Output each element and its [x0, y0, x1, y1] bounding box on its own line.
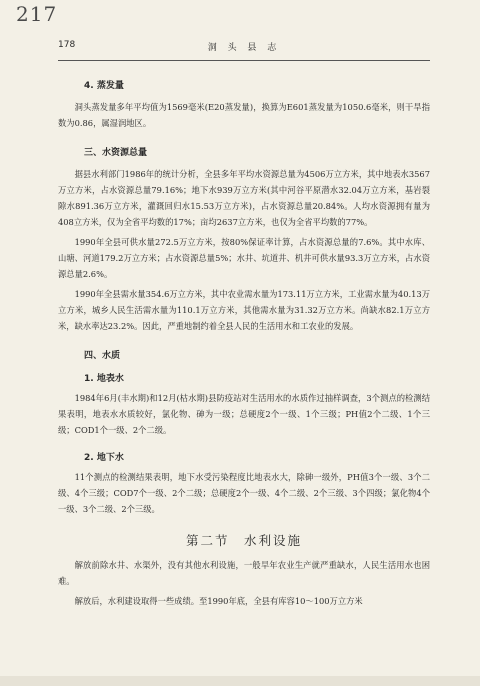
- heading-water-quality: 四、水质: [84, 351, 121, 361]
- page-bottom-edge: [0, 676, 480, 686]
- paragraph-facilities-1: 解放前除水井、水渠外，没有其他水利设施，一般旱年农业生产就严重缺水，人民生活用水也困难。: [58, 560, 430, 586]
- page-number: 178: [58, 40, 76, 50]
- paragraph-resources-1: 据县水利部门1986年的统计分析，全县多年平均水资源总量为4506万立方米，其中地表水3567万立方米，占水资源总量79.16%；地下水939万立方米(其中河谷平原潜水32.04万立方米，基岩裂隙水891.36万立方米，灌溉回归水15.53万立方米)，占水资源总量20.84%。人均水资源拥有量为408立方米，仅为全省平均数的17%；亩均2637立方米，也仅为全省平均数的77%。: [58, 169, 430, 227]
- subheading-groundwater: 2. 地下水: [84, 453, 124, 463]
- handwritten-page-stamp: 217: [16, 2, 58, 26]
- running-title: 洞 头 县 志: [207, 43, 281, 53]
- paragraph-resources-2: 1990年全县可供水量272.5万立方米，按80%保证率计算，占水资源总量的7.6%。其中水库、山塘、河道179.2万立方米；占水资源总量5%；水井、坑道井、机井可供水量93.3万立方米，占水资源总量2.6%。: [58, 237, 430, 279]
- paragraph-surface-water: 1984年6月(丰水期)和12月(枯水期)县防疫站对生活用水的水质作过抽样调查，3个测点的检测结果表明，地表水水质较好，氯化物、砷为一级；总硬度2个一级、1个三级；PH值2个二级、1个三级；COD1个一级、2个二级。: [58, 393, 430, 435]
- section-title: 第二节 水利设施: [185, 533, 302, 548]
- paragraph-evaporation: 洞头蒸发量多年平均值为1569毫米(E20蒸发量)，换算为E601蒸发量为1050.6毫米，则干旱指数为0.86，属湿润地区。: [58, 102, 430, 128]
- page-header: [58, 40, 430, 56]
- heading-water-resources: 三、水资源总量: [84, 148, 148, 158]
- paragraph-groundwater: 11个测点的检测结果表明，地下水受污染程度比地表水大，除砷一级外，PH值3个一级、3个二级、4个三级；COD7个一级、2个二级；总硬度2个一级、4个二级、2个三级、3个四级；氯化物4个一级、3个二级、2个三级。: [58, 472, 430, 514]
- page-body: [58, 78, 430, 609]
- subheading-surface-water: 1. 地表水: [84, 374, 124, 384]
- paragraph-resources-3: 1990年全县需水量354.6万立方米，其中农业需水量为173.11万立方米，工业需水量为40.13万立方米，城乡人民生活需水量为110.1万立方米，其他需水量为31.32万立方米。尚缺水82.1万立方米，缺水率达23.2%。因此，严重地制约着全县人民的生活用水和工农业的发展。: [58, 289, 430, 331]
- paragraph-facilities-2: 解放后，水利建设取得一些成绩。至1990年底，全县有库容10～100万立方米: [74, 596, 363, 606]
- heading-evaporation: 4. 蒸发量: [84, 81, 124, 91]
- header-rule: [58, 60, 430, 61]
